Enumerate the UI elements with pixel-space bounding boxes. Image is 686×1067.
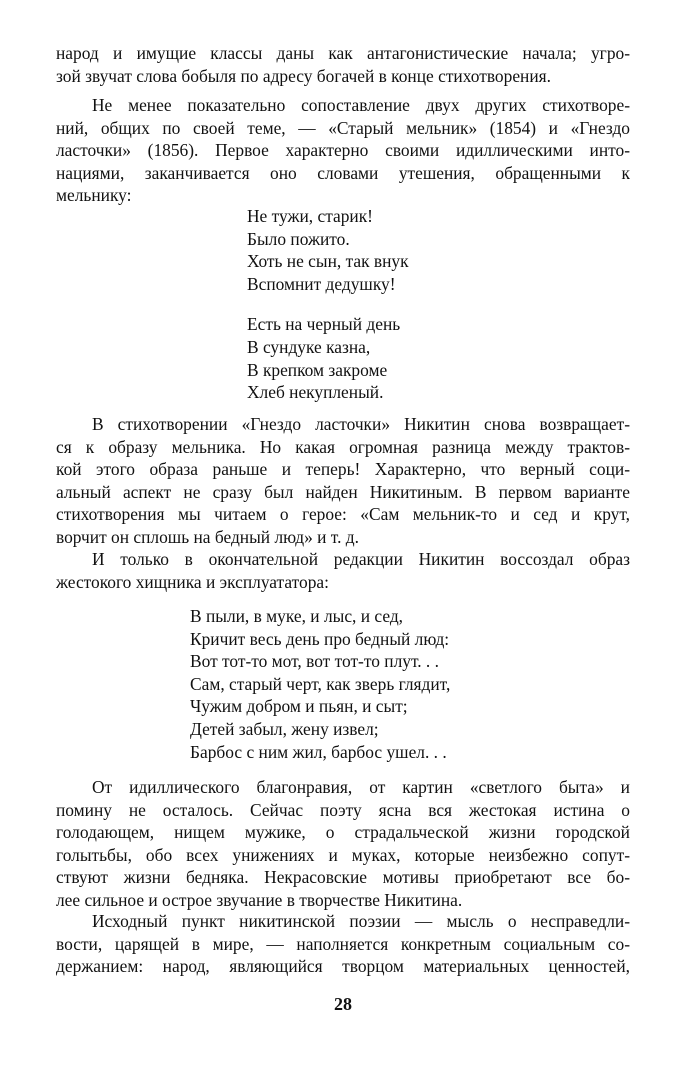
text-line: Не менее показательно сопоставление двух других стихотворе-: [92, 95, 630, 115]
text-line: ся к образу мельника. Но какая огромная разница между трактов-: [56, 436, 630, 457]
text-line: ласточки» (1856). Первое характерно своими идиллическими инто-: [56, 140, 630, 161]
poem-line: Хлеб некупленый.: [247, 382, 384, 403]
text-line: держанием: народ, являющийся творцом материальных ценностей,: [56, 956, 630, 977]
text-line: ний, общих по своей теме, — «Старый мельник» (1854) и «Гнездо: [56, 117, 630, 138]
text-line: голытьбы, обо всех унижениях и муках, которые неизбежно сопут-: [56, 844, 630, 865]
poem-line: Не тужи, старик!: [247, 206, 373, 226]
poem-line: Вот тот-то мот, вот тот-то плут. . .: [190, 651, 439, 672]
text-line: вости, царящей в мире, — наполняется конкретным социальным со-: [56, 933, 630, 954]
text-line: нациями, заканчивается оно словами утешения, обращенными к: [56, 162, 630, 183]
text-line: альный аспект не сразу был найден Никитиным. В первом варианте: [56, 481, 630, 502]
poem-line: Было пожито.: [247, 228, 350, 249]
poem-line: В сундуке казна,: [247, 336, 371, 357]
text-line: народ и имущие классы даны как антагонистические начала; угро-: [56, 43, 630, 63]
paragraph-final-edition: [56, 548, 630, 593]
poem-line: Хоть не сын, так внук: [247, 251, 409, 272]
text-line: кой этого образа раньше и теперь! Характерно, что верный соци-: [56, 459, 630, 480]
text-line: жестокого хищника и эксплуататора:: [56, 571, 329, 592]
text-line: ворчит он сплошь на бедный люд» и т. д.: [56, 526, 359, 547]
paragraph-comparison: [56, 94, 630, 207]
paragraph-continuation: [56, 42, 630, 87]
poem-line: Есть на черный день: [247, 314, 401, 335]
page-number: 28: [334, 994, 352, 1014]
poem-line: Барбос с ним жил, барбос ушел. . .: [190, 741, 447, 762]
paragraph-idyllic: [56, 776, 630, 912]
poem-line: В крепком закроме: [247, 359, 388, 380]
paragraph-starting-point: [56, 910, 630, 978]
text-line: лее сильное и острое звучание в творчестве Никитина.: [56, 889, 463, 910]
text-line: В стихотворении «Гнездо ласточки» Никитин снова возвращает-: [92, 414, 630, 434]
poem-line: Сам, старый черт, как зверь глядит,: [190, 673, 451, 694]
text-line: зой звучат слова бобыля по адресу богачей в конце стихотворения.: [56, 65, 552, 86]
text-line: От идиллического благонравия, от картин «светлого быта» и: [92, 777, 630, 797]
stanza-gap: [247, 295, 409, 313]
text-line: помину не осталось. Сейчас поэту ясна вся жестокая истина о: [56, 799, 630, 820]
text-line: мельнику:: [56, 185, 132, 206]
poem-swallow-nest: [190, 605, 450, 763]
text-line: ствуют жизни бедняка. Некрасовские мотивы приобретают все бо-: [56, 867, 630, 888]
paragraph-swallow-nest: [56, 413, 630, 549]
poem-line: Кричит весь день про бедный люд:: [190, 628, 450, 649]
poem-line: Детей забыл, жену извел;: [190, 718, 379, 739]
poem-line: Чужим добром и пьян, и сыт;: [190, 696, 408, 717]
poem-line: Вспомнит дедушку!: [247, 273, 396, 294]
text-line: Исходный пункт никитинской поэзии — мысль о несправедли-: [92, 911, 630, 931]
poem-line: В пыли, в муке, и лыс, и сед,: [190, 606, 404, 626]
text-line: И только в окончательной редакции Никитин воссоздал образ: [92, 549, 630, 569]
text-line: голодающем, нищем мужике, о страдальческой жизни городской: [56, 822, 630, 843]
text-line: стихотворения мы читаем о герое: «Сам мельник-то и сед и крут,: [56, 504, 630, 525]
poem-old-miller: [247, 205, 409, 404]
